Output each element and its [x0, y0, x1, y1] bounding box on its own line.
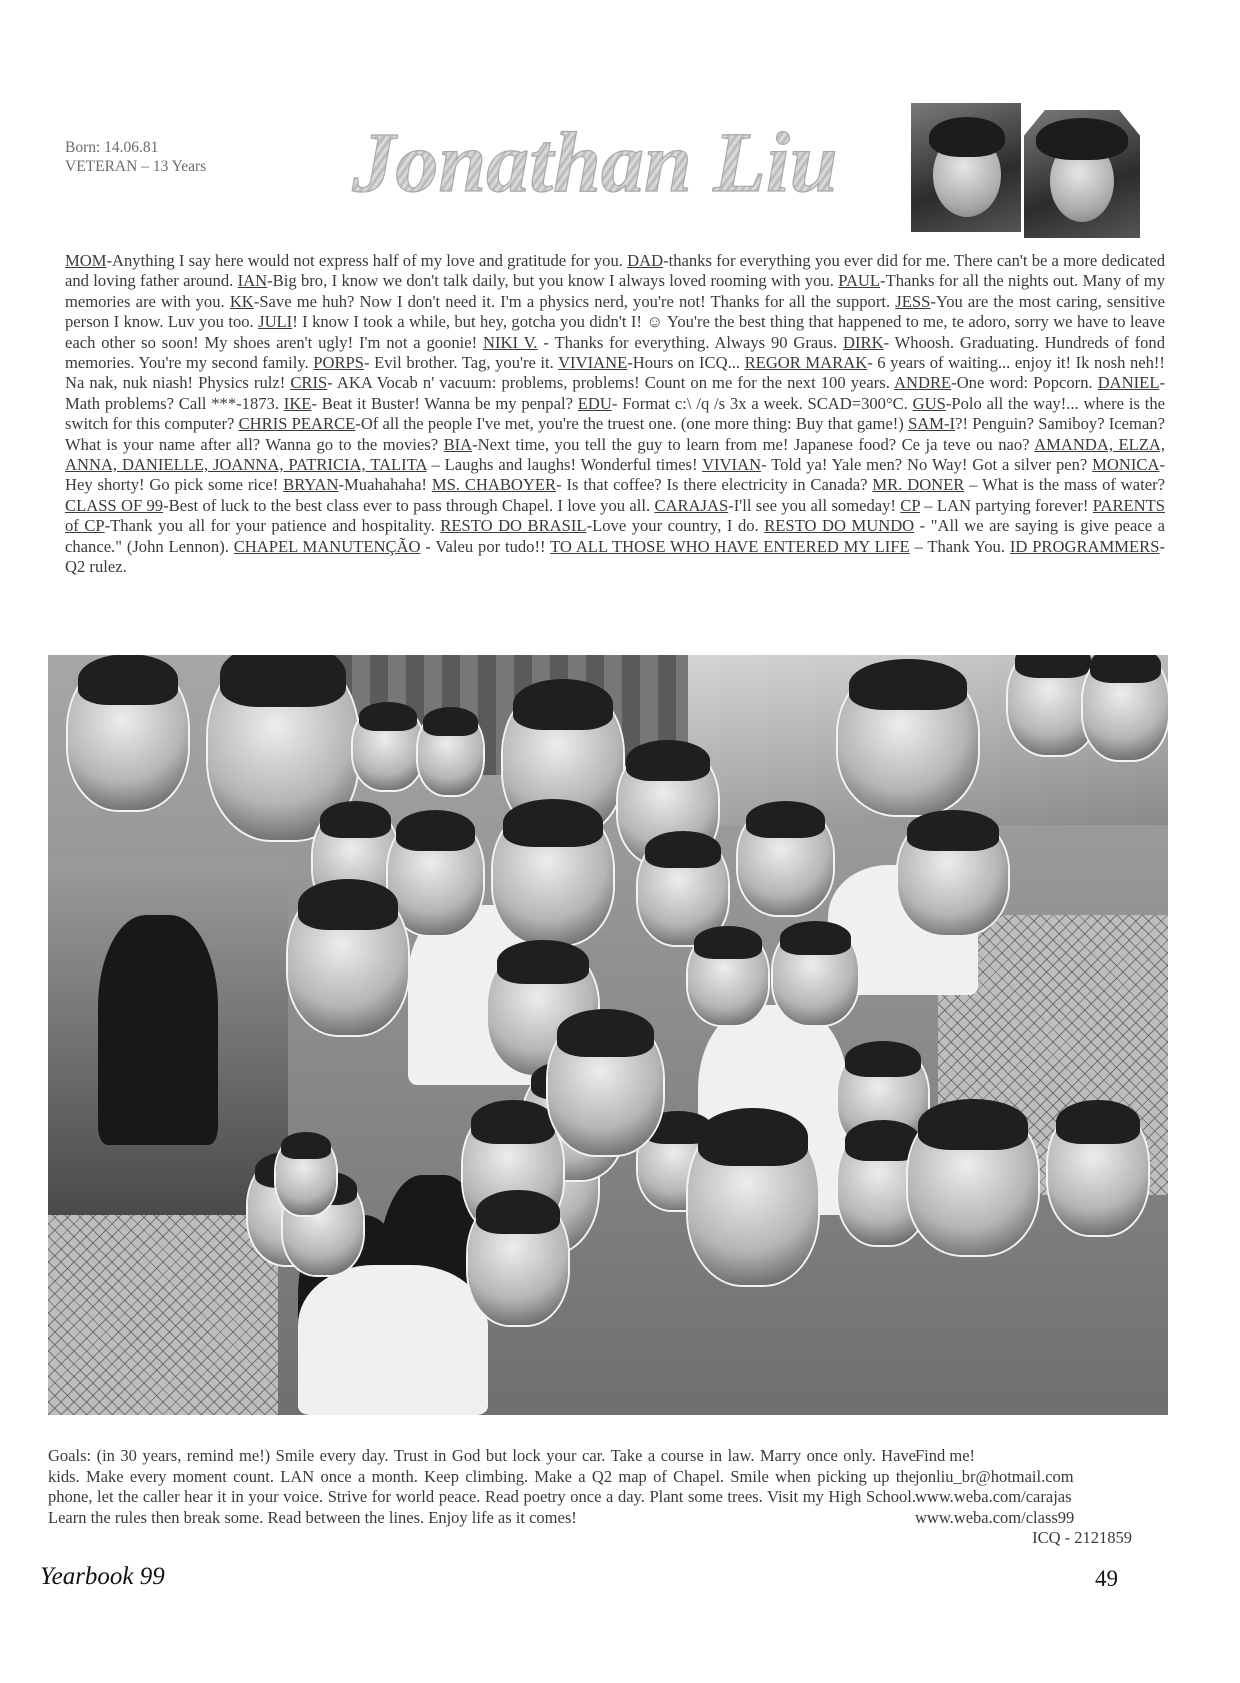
dedication-name: BIA: [443, 434, 473, 454]
collage-face-photo: [68, 660, 188, 810]
dedication-text: -I'll see you all someday!: [728, 495, 901, 515]
dedication-text: - "All we are saying is give peace a chance." (John Lennon).: [65, 516, 1166, 556]
collage-face-photo: [548, 1015, 663, 1155]
collage-face-photo: [738, 805, 833, 915]
dedication-name: CRIS: [290, 373, 328, 393]
dedication-name: PORPS: [313, 353, 365, 373]
dedication-text: -Save me huh? Now I don't need it. I'm a physics nerd, you're not! Thanks for all the support.: [253, 291, 896, 311]
dedication-text: – Laughs and laughs! Wonderful times!: [426, 455, 703, 475]
dedication-text: -Thank you all for your patience and hospitality.: [104, 516, 441, 536]
dedication-name: MONICA: [1092, 455, 1160, 475]
dedication-text: -thanks for everything you ever did for me. There can't be a more dedicated and loving father around.: [65, 251, 1165, 291]
soccer-net-photo: [48, 1215, 278, 1415]
dedication-name: ID PROGRAMMERS: [1009, 536, 1160, 556]
dedication-text: – Thank You.: [909, 536, 1010, 556]
dedication-name: CP: [900, 495, 920, 515]
dedication-name: MS. CHABOYER: [431, 475, 557, 495]
dedication-message: [65, 251, 1165, 578]
dedication-name: PAUL: [838, 271, 881, 291]
dedication-text: - Is that coffee? Is there electricity in Canada?: [556, 475, 873, 495]
collage-face-photo: [688, 930, 768, 1025]
website-class99: www.weba.com/class99: [915, 1507, 1075, 1527]
name-title-graphic: [325, 103, 865, 221]
collage-face-photo: [1048, 1105, 1148, 1235]
dedication-text: -One word: Popcorn.: [951, 373, 1098, 393]
dedication-text: -Thanks for all the nights out. Many of my memories are with you.: [65, 271, 1165, 311]
dedication-text: - Thanks for everything. Always 90 Graus.: [537, 332, 843, 352]
dedication-text: - Valeu por tudo!!: [420, 536, 551, 556]
dedication-text: -Of all the people I've met, you're the truest one. (one more thing: Buy that game!): [355, 414, 909, 434]
dedication-text: - AKA Vocab n' vacuum: problems, problems! Count on me for the next 100 years.: [327, 373, 895, 393]
goals-text: Goals: (in 30 years, remind me!) Smile every day. Trust in God but lock your car. Take a course in law. Marry once only. Have kids. Make every moment count. LAN once a month. Keep climbing. Make a Q2 map of Chapel. Smile when picking up the phone, let the caller hear it in your voice. Strive for world peace. Read poetry once a day. Plant some trees. Visit my High School. Learn the rules then break some. Read between the lines. Enjoy life as it comes!: [48, 1446, 916, 1527]
born-date: Born: 14.06.81: [65, 139, 159, 156]
dedication-name: MOM: [65, 251, 107, 270]
name-title: [325, 103, 865, 221]
collage-face-photo: [493, 805, 613, 945]
dedication-name: PARENTS of CP: [65, 495, 1165, 536]
dedication-name: TO ALL THOSE WHO HAVE ENTERED MY LIFE: [550, 536, 910, 556]
collage-face-photo: [908, 1105, 1038, 1255]
dedication-text: -Next time, you tell the guy to learn from me! Japanese food? Ce ja teve ou nao?: [472, 434, 1035, 454]
name-title-text: Jonathan Liu: [352, 114, 838, 210]
collage-face-photo: [288, 885, 408, 1035]
yearbook-footer: Yearbook 99: [40, 1563, 165, 1590]
photo-collage: [48, 655, 1168, 1415]
website-carajas: www.weba.com/carajas: [915, 1487, 1072, 1506]
dedication-text: – What is the mass of water?: [964, 475, 1165, 495]
dedication-name: VIVIAN: [702, 455, 762, 475]
dedication-text: -Muahahaha!: [338, 475, 432, 495]
dedication-name: CARAJAS: [654, 495, 729, 515]
page-number: 49: [1095, 1566, 1118, 1591]
dedication-name: BRYAN: [283, 475, 339, 495]
dedication-name: DANIEL: [1097, 373, 1160, 393]
portrait-boy-photo: [911, 103, 1021, 232]
dedication-name: KK: [229, 291, 254, 311]
dedication-name: JULI: [258, 312, 293, 332]
collage-face-photo: [388, 815, 483, 935]
dedication-name: MR. DONER: [872, 475, 965, 495]
dedication-text: ! I know I took a while, but hey, gotcha you didn't I! ☺ You're the best thing that happened to me, te adoro, sorry we have to leave each other so soon! My shoes aren't ugly! I'm not a goonie!: [65, 312, 1165, 352]
dedication-text: - Format c:\ /q /s 3x a week. SCAD=300°C.: [611, 393, 913, 413]
find-me-contacts: [915, 1446, 1150, 1549]
dedication-text: - Evil brother. Tag, you're it.: [364, 353, 559, 373]
collage-face-photo: [353, 705, 423, 790]
dedication-name: IKE: [283, 393, 312, 413]
collage-face-photo: [838, 665, 978, 815]
collage-face-photo: [688, 1115, 818, 1285]
dedication-text: - 6 years of waiting... enjoy it! Ik nosh neh!! Na nak, nuk niash! Physics rulz!: [65, 353, 1165, 393]
collage-face-photo: [468, 1195, 568, 1325]
collage-face-photo: [773, 925, 858, 1025]
dedication-text: - Beat it Buster! Wanna be my penpal?: [311, 393, 578, 413]
dedication-text: -Polo all the way!... where is the switch for this computer?: [65, 393, 1166, 434]
find-me-heading: Find me!: [915, 1446, 976, 1465]
dedication-name: GUS: [912, 393, 946, 413]
dedication-text: - Hey shorty! Go pick some rice!: [65, 455, 1165, 495]
dedication-text: -You are the most caring, sensitive person I know. Luv you too.: [65, 291, 1166, 332]
collage-face-photo: [898, 815, 1008, 935]
dedication-name: IAN: [237, 271, 268, 291]
dedication-text: -Big bro, I know we don't talk daily, but you know I always loved rooming with you.: [267, 271, 839, 291]
dedication-text: - Told ya! Yale men? No Way! Got a silver pen?: [761, 455, 1093, 475]
dedication-name: DAD: [627, 251, 664, 270]
collage-face-photo: [1083, 655, 1168, 760]
dedication-text: ?! Penguin? Samiboy? Iceman? What is your name after all? Wanna go to the movies?: [65, 414, 1165, 454]
dedication-name: ANDRE: [894, 373, 952, 393]
dedication-text: -Hours on ICQ...: [627, 353, 745, 373]
born-info: [65, 138, 206, 176]
icq-number: ICQ - 2121859: [1032, 1528, 1132, 1547]
dedication-name: CLASS OF 99: [65, 495, 164, 515]
veteran-years: VETERAN – 13 Years: [65, 158, 207, 175]
dedication-name: RESTO DO MUNDO: [764, 516, 915, 536]
dedication-name: CHAPEL MANUTENÇÃO: [233, 536, 421, 556]
dedication-text: – LAN partying forever!: [919, 495, 1093, 515]
dedication-name: RESTO DO BRASIL: [440, 516, 587, 536]
dedication-text: - Whoosh. Graduating. Hundreds of fond memories. You're my second family.: [65, 332, 1166, 373]
dedication-text: -Love your country, I do.: [586, 516, 765, 536]
dedication-name: VIVIANE: [558, 353, 628, 373]
dedication-text: -Q2 rulez.: [65, 536, 1165, 577]
dedication-name: REGOR MARAK: [744, 353, 868, 373]
portrait-girl-photo: [1024, 110, 1140, 238]
dedication-name: AMANDA, ELZA, ANNA, DANIELLE, JOANNA, PATRICIA, TALITA: [65, 434, 1165, 475]
dedication-text: -Anything I say here would not express half of my love and gratitude for you.: [106, 251, 628, 270]
dedication-name: CHRIS PEARCE: [238, 414, 356, 434]
dedication-text: - Math problems? Call ***-1873.: [65, 373, 1165, 413]
dedication-name: DIRK: [843, 332, 884, 352]
dedication-name: JESS: [895, 291, 931, 311]
email-address: jonliu_br@hotmail.com: [915, 1466, 1074, 1486]
collage-face-photo: [418, 710, 483, 795]
dedication-name: SAM-I: [908, 414, 956, 434]
collage-face-photo: [276, 1135, 336, 1215]
dedication-name: NIKI V.: [483, 332, 538, 352]
dedication-name: EDU: [577, 393, 612, 413]
dedication-text: -Best of luck to the best class ever to pass through Chapel. I love you all.: [163, 495, 655, 515]
